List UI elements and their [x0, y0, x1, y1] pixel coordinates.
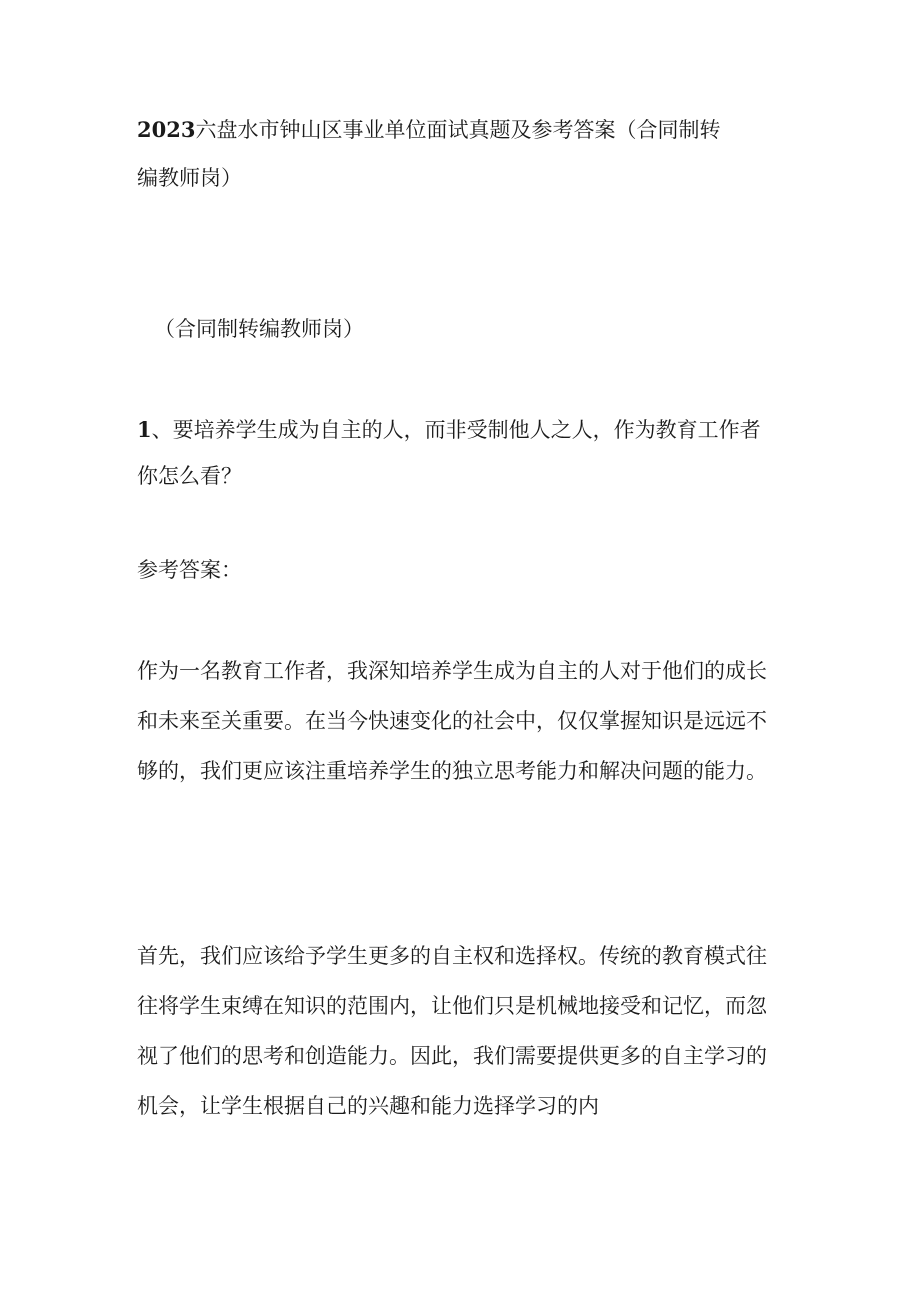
answer-paragraph-1	[137, 646, 767, 796]
document-title	[137, 106, 720, 202]
title-year: 2023	[137, 117, 196, 142]
paragraph-line: 够的，我们更应该注重培养学生的独立思考能力和解决问题的能力。	[137, 759, 767, 783]
paragraph-line: 作为一名教育工作者，我深知培养学生成为自主的人对于他们的成长	[137, 659, 767, 683]
document-subtitle: （合同制转编教师岗）	[154, 317, 364, 341]
paragraph-line: 往将学生束缚在知识的范围内，让他们只是机械地接受和记忆，而忽	[137, 994, 767, 1018]
question-number: 1	[137, 417, 152, 442]
answer-paragraph-2	[137, 931, 767, 1131]
question-line-2: 你怎么看？	[137, 464, 242, 488]
question-line-1-text: 、要培养学生成为自主的人，而非受制他人之人，作为教育工作者	[151, 418, 761, 442]
answer-label: 参考答案：	[137, 558, 242, 582]
title-line-1-text: 六盘水市钟山区事业单位面试真题及参考答案（合同制转	[195, 118, 721, 142]
paragraph-line: 和未来至关重要。在当今快速变化的社会中，仅仅掌握知识是远远不	[137, 709, 767, 733]
title-line-2: 编教师岗）	[137, 166, 242, 190]
paragraph-line: 视了他们的思考和创造能力。因此，我们需要提供更多的自主学习的	[137, 1044, 767, 1068]
question-line-1	[137, 407, 761, 453]
question-1	[137, 407, 761, 499]
title-line-1	[137, 106, 720, 154]
paragraph-line: 首先，我们应该给予学生更多的自主权和选择权。传统的教育模式往	[137, 944, 767, 968]
paragraph-line: 机会，让学生根据自己的兴趣和能力选择学习的内	[137, 1094, 599, 1118]
